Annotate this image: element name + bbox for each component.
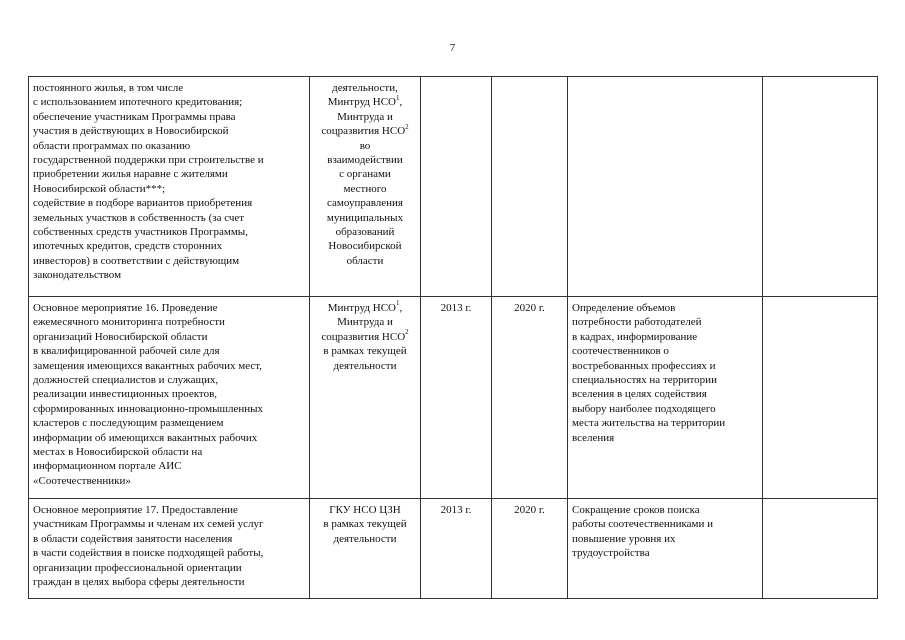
executor-cell	[310, 297, 421, 499]
extra-cell	[763, 77, 878, 297]
measure-description-cell: Основное мероприятие 17. Предоставление участникам Программы и членам их семей услуг в области содействия занятости населения в части содействия в поиске подходящей работы, организации профессиональной ориентации граждан в целях выбора сферы деятельности	[29, 499, 310, 599]
measure-description-cell: Основное мероприятие 16. Проведение ежемесячного мониторинга потребности организаций Новосибирской области в квалифицированной рабочей силе для замещения имеющихся вакантных рабочих мест, должностей специалистов и служащих, реализации инвестиционных проектов, сформированных инновационно-промышленных кластеров с последующим размещением информации об имеющихся вакантных рабочих местах в Новосибирской области на информационном портале АИС «Соотечественники»	[29, 297, 310, 499]
footnote-mark: 2	[405, 328, 409, 337]
footnote-mark: 1	[395, 299, 400, 308]
executor-text: Минтруд НСО	[327, 302, 396, 314]
executor-text: ,	[399, 96, 403, 109]
measure-description-cell: постоянного жилья, в том числе с использованием ипотечного кредитования; обеспечение участникам Программы права участия в действующих в Новосибирской области программах по оказанию государственной поддержки при строительстве и приобретении жилья наравне с жителями Новосибирской области***; содействие в подборе вариантов приобретения земельных участков в собственность (за счет собственных средств участников Программы, ипотечных кредитов, средств сторонних инвесторов) в соответствии с действующим законодательством	[29, 77, 310, 297]
executor-text: соцразвития НСО	[321, 330, 406, 343]
end-year-cell	[492, 77, 568, 297]
executor-cell: ГКУ НСО ЦЗН в рамках текущей деятельности	[310, 499, 421, 599]
footnote-mark: 1	[395, 93, 400, 102]
page-number: 7	[449, 42, 456, 54]
extra-cell	[763, 499, 878, 599]
executor-text: Минтруда и	[337, 110, 393, 123]
executor-text: соцразвития НСО	[321, 125, 406, 138]
program-measures-table	[28, 76, 878, 599]
executor-cell	[310, 77, 421, 297]
table-row	[29, 499, 878, 599]
expected-result-cell	[568, 77, 763, 297]
expected-result-cell: Определение объемов потребности работодателей в кадрах, информирование соотечественников о востребованных профессиях и специальностях на территории вселения в целях содействия выбору наиболее подходящего места жительства на территории вселения	[568, 297, 763, 499]
footnote-mark: 2	[405, 122, 409, 131]
expected-result-cell: Сокращение сроков поиска работы соотечественниками и повышение уровня их трудоустройства	[568, 499, 763, 599]
end-year-cell: 2020 г.	[492, 499, 568, 599]
start-year-cell: 2013 г.	[421, 499, 492, 599]
table-row	[29, 297, 878, 499]
executor-text: Минтруда и	[337, 316, 393, 329]
executor-text: Минтруд НСО	[327, 96, 396, 109]
start-year-cell	[421, 77, 492, 297]
executor-text: ,	[399, 302, 403, 314]
end-year-cell: 2020 г.	[492, 297, 568, 499]
executor-text: в рамках текущей деятельности	[323, 345, 407, 372]
start-year-cell: 2013 г.	[421, 297, 492, 499]
executor-text: деятельности,	[332, 82, 398, 94]
table-row	[29, 77, 878, 297]
extra-cell	[763, 297, 878, 499]
executor-text: во взаимодействии с органами местного самоуправления муниципальных образований Новосибирской области	[326, 139, 404, 267]
